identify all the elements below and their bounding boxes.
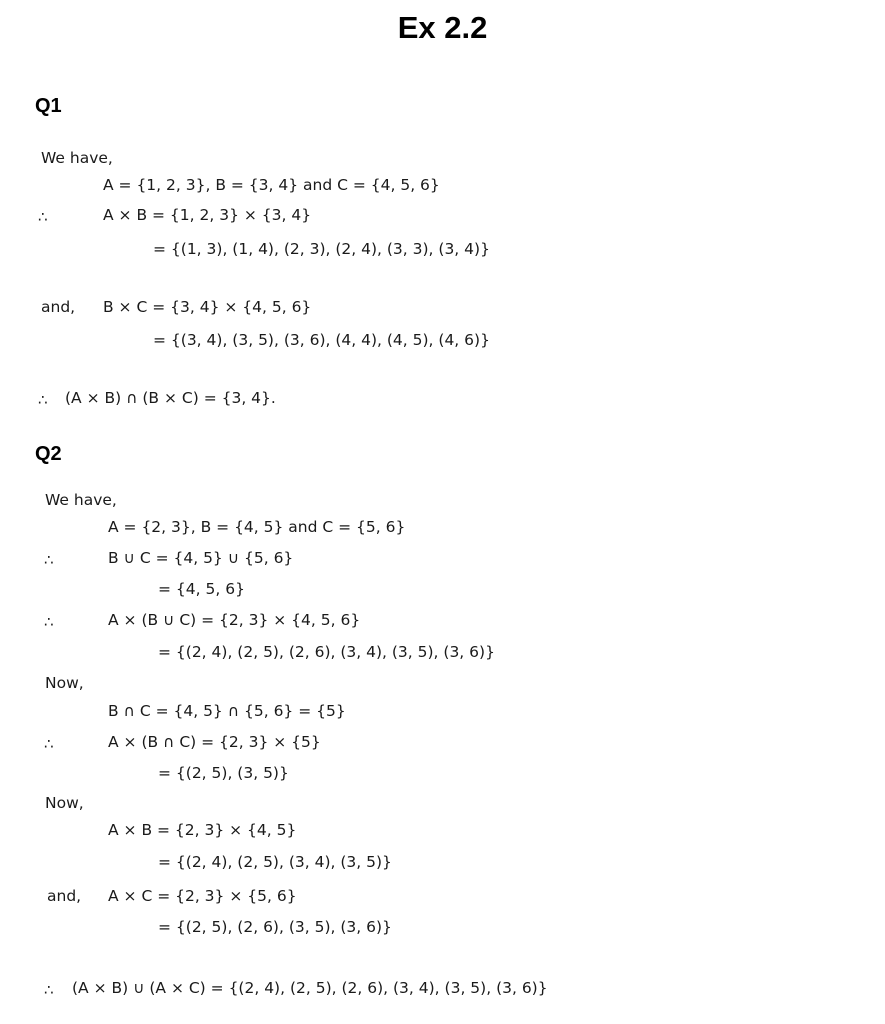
q1-bxc-result: = {(3, 4), (3, 5), (3, 6), (4, 4), (4, 5), (4, 6)} <box>153 331 490 349</box>
q1-conclusion: (A × B) ∩ (B × C) = {3, 4}. <box>65 389 276 407</box>
q2-now-label-1: Now, <box>45 674 84 692</box>
q2-therefore-symbol-4: ∴ <box>44 981 54 999</box>
page-title: Ex 2.2 <box>397 10 488 45</box>
q2-a-cross-b-union-c-result: = {(2, 4), (2, 5), (2, 6), (3, 4), (3, 5), (3, 6)} <box>158 643 495 661</box>
q2-axc-definition: A × C = {2, 3} × {5, 6} <box>108 887 297 905</box>
q1-given-sets: A = {1, 2, 3}, B = {3, 4} and C = {4, 5, 6} <box>103 176 440 194</box>
q1-therefore-symbol-1: ∴ <box>38 208 48 226</box>
q2-a-cross-b-intersect-c-result: = {(2, 5), (3, 5)} <box>158 764 289 782</box>
question-2-heading: Q2 <box>35 443 62 465</box>
q2-axb-result: = {(2, 4), (2, 5), (3, 4), (3, 5)} <box>158 853 392 871</box>
q2-axc-result: = {(2, 5), (2, 6), (3, 5), (3, 6)} <box>158 918 392 936</box>
q1-and-label: and, <box>41 298 76 316</box>
q2-axb-definition: A × B = {2, 3} × {4, 5} <box>108 821 297 839</box>
q2-now-label-2: Now, <box>45 794 84 812</box>
question-1-heading: Q1 <box>35 95 62 117</box>
q1-therefore-symbol-2: ∴ <box>38 391 48 409</box>
q2-b-union-c-result: = {4, 5, 6} <box>158 580 245 598</box>
q2-conclusion: (A × B) ∪ (A × C) = {(2, 4), (2, 5), (2, 6), (3, 4), (3, 5), (3, 6)} <box>72 979 548 997</box>
q2-a-cross-b-union-c-definition: A × (B ∪ C) = {2, 3} × {4, 5, 6} <box>108 611 361 629</box>
q1-axb-result: = {(1, 3), (1, 4), (2, 3), (2, 4), (3, 3), (3, 4)} <box>153 240 490 258</box>
q2-and-label: and, <box>47 887 82 905</box>
q2-therefore-symbol-2: ∴ <box>44 613 54 631</box>
q2-therefore-symbol-1: ∴ <box>44 551 54 569</box>
q2-therefore-symbol-3: ∴ <box>44 735 54 753</box>
q2-we-have: We have, <box>45 491 117 509</box>
q1-we-have: We have, <box>41 149 113 167</box>
q2-b-union-c-definition: B ∪ C = {4, 5} ∪ {5, 6} <box>108 549 294 567</box>
q2-b-intersect-c: B ∩ C = {4, 5} ∩ {5, 6} = {5} <box>108 702 346 720</box>
q1-axb-definition: A × B = {1, 2, 3} × {3, 4} <box>103 206 312 224</box>
q2-a-cross-b-intersect-c-definition: A × (B ∩ C) = {2, 3} × {5} <box>108 733 321 751</box>
q1-bxc-definition: B × C = {3, 4} × {4, 5, 6} <box>103 298 312 316</box>
q2-given-sets: A = {2, 3}, B = {4, 5} and C = {5, 6} <box>108 518 406 536</box>
